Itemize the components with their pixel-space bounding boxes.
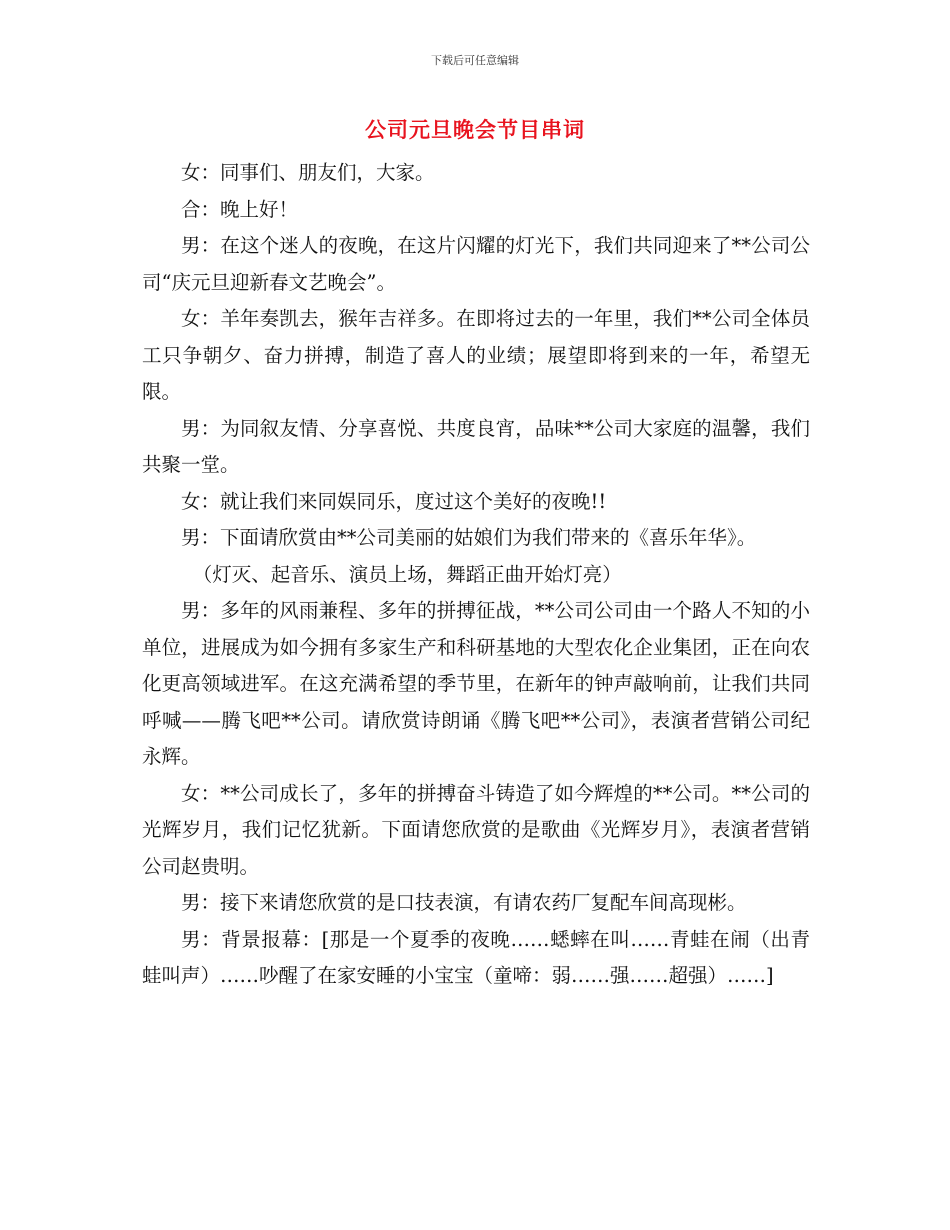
paragraph: 男：为同叙友情、分享喜悦、共度良宵，品味**公司大家庭的温馨，我们共聚一堂。 [142, 416, 810, 476]
paragraph: 女：同事们、朋友们，大家。 [181, 161, 435, 184]
document-body [142, 155, 810, 995]
paragraph: 男：在这个迷人的夜晚，在这片闪耀的灯光下，我们共同迎来了**公司公司“庆元旦迎新春文艺晚会”。 [142, 234, 810, 294]
stage-direction: （灯灭、起音乐、演员上场，舞蹈正曲开始灯亮） [192, 562, 622, 586]
paragraph: 女：羊年奏凯去，猴年吉祥多。在即将过去的一年里，我们**公司全体员工只争朝夕、奋力拼搏，制造了喜人的业绩；展望即将到来的一年，希望无限。 [142, 307, 810, 403]
paragraph: 女：就让我们来同娱同乐，度过这个美好的夜晚!! [181, 489, 607, 513]
paragraph: 男：多年的风雨兼程、多年的拼搏征战，**公司公司由一个路人不知的小单位，进展成为如今拥有多家生产和科研基地的大型农化企业集团，正在向农化更高领域进军。在这充满希望的季节里，在新年的钟声敲响前，让我们共同呼喊——腾飞吧**公司。请欣赏诗朗诵《腾飞吧**公司》，表演者营销公司纪永辉。 [142, 599, 810, 768]
paragraph: 女：**公司成长了，多年的拼搏奋斗铸造了如今辉煌的**公司。**公司的光辉岁月，我们记忆犹新。下面请您欣赏的是歌曲《光辉岁月》，表演者营销公司赵贵明。 [142, 781, 810, 878]
paragraph: 合：晚上好！ [181, 197, 299, 221]
paragraph: 男：下面请欣赏由**公司美丽的姑娘们为我们带来的《喜乐年华》。 [181, 526, 757, 549]
paragraph: 男：接下来请您欣赏的是口技表演，有请农药厂复配车间高现彬。 [181, 891, 747, 914]
page-header-note: 下载后可任意编辑 [431, 54, 519, 67]
paragraph: 男：背景报幕：[那是一个夏季的夜晚……蟋蟀在叫……青蛙在闹（出青蛙叫声）……吵醒了在家安睡的小宝宝（童啼：弱……强……超强）……] [142, 927, 810, 987]
document-title: 公司元旦晚会节目串词 [365, 118, 585, 142]
